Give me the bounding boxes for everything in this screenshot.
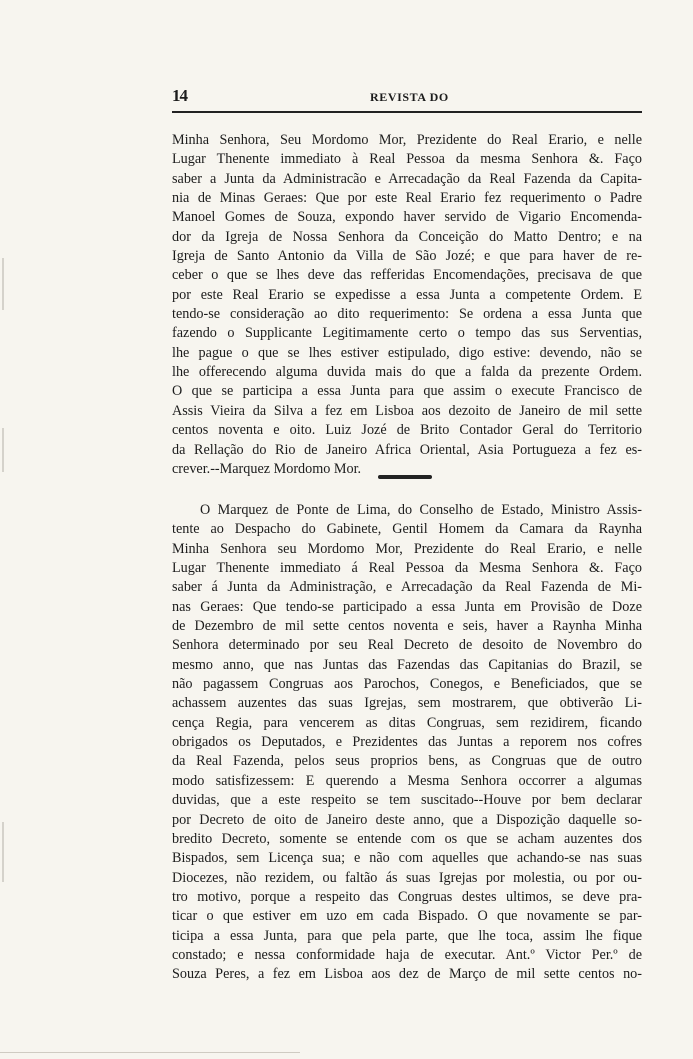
page-header [172, 86, 642, 108]
margin-scan-mark [2, 428, 4, 472]
text-line: Souza Peres, a fez em Lisboa aos dez de Março de mil sette centos no- [172, 966, 642, 983]
margin-scan-mark [2, 258, 4, 310]
text-line: duvidas, que a este respeito se tem suscitado--Houve por bem declarar [172, 792, 642, 809]
text-line: ticar o que estiver em uzo em cada Bispado. O que novamente se par- [172, 908, 642, 925]
text-line: cença Regia, para vencerem as ditas Congruas, sem rezidirem, ficando [172, 714, 642, 731]
text-line: por este Real Erario se expedisse a essa Junta a competente Ordem. E [172, 286, 642, 303]
text-line: modo satisfizessem: E querendo a Mesma Senhora occorrer a algumas [172, 772, 642, 789]
text-line: Diocezes, não rezidem, ou faltão ás suas Igrejas por molestia, ou por ou- [172, 869, 642, 886]
text-line: constado; e nessa conformidade haja de executar. Ant.º Victor Per.º de [172, 946, 642, 963]
text-line: dor da Igreja de Nossa Senhora da Conceição do Matto Dentro; e na [172, 228, 642, 245]
text-line: O Marquez de Ponte de Lima, do Conselho de Estado, Ministro Assis- [200, 502, 642, 518]
text-line: nia de Minas Geraes: Que por este Real Erario fez requerimento o Padre [172, 190, 642, 207]
margin-scan-mark [2, 822, 4, 882]
scan-edge-line [0, 1052, 300, 1053]
header-rule [172, 111, 642, 113]
running-title: REVISTA DO [370, 90, 449, 104]
text-line: tendo-se consideração ao dito requerimento: Se ordena a essa Junta que [172, 306, 642, 323]
text-line: fazendo o Supplicante Legitimamente certo o tempo das sus Serventias, [172, 325, 642, 342]
text-line: obrigados os Deputados, e Prezidentes das Juntas a reporem nos cofres [172, 734, 642, 751]
text-line: Manoel Gomes de Souza, expondo haver servido de Vigario Encomenda- [172, 209, 642, 226]
text-line: lhe pague o que se lhes estiver estipulado, digo estive: devendo, não se [172, 344, 642, 361]
text-line: ceber o que se lhes deve das refferidas Encomendações, precisava de que [172, 267, 642, 284]
text-line: centos noventa e oito. Luiz Jozé de Brito Contador Geral do Territorio [172, 422, 642, 439]
text-line: Minha Senhora, Seu Mordomo Mor, Prezidente do Real Erario, e nelle [172, 132, 642, 148]
text-line: da Rellação do Rio de Janeiro Africa Oriental, Asia Portugueza a fez es- [172, 441, 642, 458]
page-number: 14 [172, 86, 187, 105]
text-line: Lugar Thenente immediato á Real Pessoa da Mesma Senhora &. Faço [172, 560, 642, 577]
text-line: O que se participa a essa Junta para que assim o execute Francisco de [172, 383, 642, 400]
decree-paragraph-2 [172, 501, 642, 985]
text-line: ticipa a essa Junta, para que pela parte, que lhe toca, assim lhe fique [172, 927, 642, 944]
text-line: bredito Decreto, somente se entende com os que se acham auzentes dos [172, 830, 642, 847]
text-line: da Real Fazenda, pelos seus proprios bens, as Congruas que de outro [172, 753, 642, 770]
text-line: por Decreto de oito de Janeiro deste anno, que a Dispozição daquelle so- [172, 811, 642, 828]
section-separator [378, 475, 432, 479]
text-line: Lugar Thenente immediato à Real Pessoa da mesma Senhora &. Faço [172, 151, 642, 168]
text-line: Assis Vieira da Silva a fez em Lisboa aos dezoito de Janeiro de mil sette [172, 402, 642, 419]
text-line: tente ao Despacho do Gabinete, Gentil Homem da Camara da Raynha [172, 521, 642, 538]
text-line: Minha Senhora seu Mordomo Mor, Prezidente do Real Erario, e nelle [172, 540, 642, 557]
text-line: de Dezembro de mil sette centos noventa e seis, haver a Raynha Minha [172, 618, 642, 635]
text-line: crever.--Marquez Mordomo Mor. [172, 460, 362, 477]
text-line: saber a Junta da Administracão e Arrecadação da Real Fazenda da Capita- [172, 170, 642, 187]
text-line: mesmo anno, que nas Juntas das Fazendas das Capitanias do Brazil, se [172, 656, 642, 673]
text-line: tro motivo, porque a respeito das Congruas destes ultimos, se deve pra- [172, 888, 642, 905]
decree-paragraph-1 [172, 131, 642, 479]
text-line: Senhora determinado por seu Real Decreto de desoito de Novembro do [172, 637, 642, 654]
text-line: achassem auzentes das suas Igrejas, sem mostrarem, que obtiverão Li- [172, 695, 642, 712]
text-line: saber á Junta da Administração, e Arrecadação da Real Fazenda de Mi- [172, 579, 642, 596]
text-line: lhe offerecendo alguma duvida mais do que a falda da prezente Ordem. [172, 364, 642, 381]
text-line: não pagassem Congruas aos Parochos, Conegos, e Beneficiados, que se [172, 676, 642, 693]
text-line: nas Geraes: Que tendo-se participado a essa Junta em Provisão de Doze [172, 598, 642, 615]
text-line: Bispados, sem Licença sua; e não com aquelles que achando-se nas suas [172, 850, 642, 867]
text-line: Igreja de Santo Antonio da Villa de São Jozé; e que para haver de re- [172, 248, 642, 265]
